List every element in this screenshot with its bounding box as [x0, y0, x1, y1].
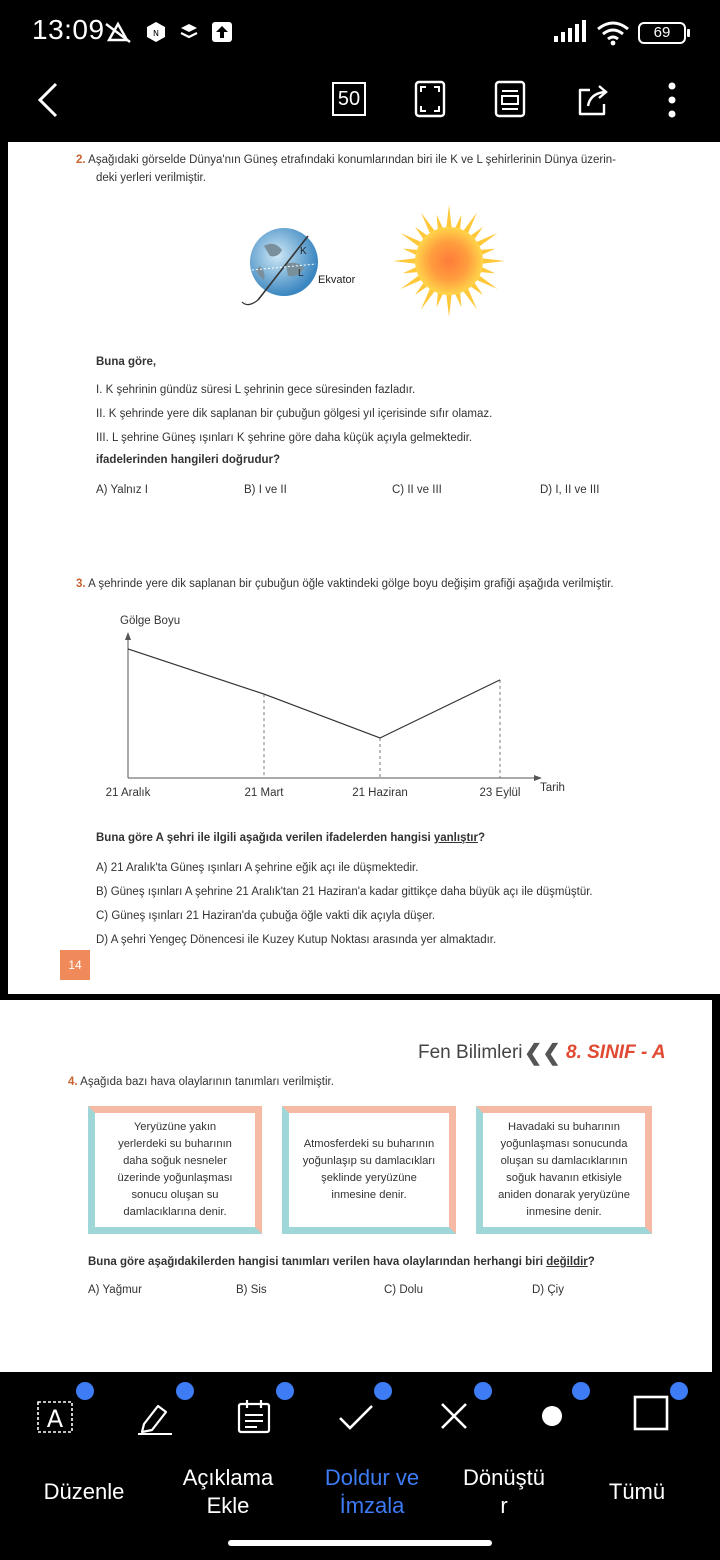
- card-1-line: yerlerdeki su buharının: [118, 1138, 232, 1150]
- question-2-prompt: ifadelerinden hangileri doğrudur?: [96, 454, 281, 466]
- page-number-badge: 14: [60, 950, 90, 980]
- status-time: 13:09: [32, 14, 105, 45]
- card-1-line: Yeryüzüne yakın: [133, 1121, 217, 1133]
- page-number-button[interactable]: 50: [332, 82, 366, 116]
- text-box-icon[interactable]: [36, 1400, 76, 1434]
- question-4-keyword: değildir: [546, 1256, 588, 1268]
- question-3-prompt: [96, 832, 485, 844]
- signature-pen-icon[interactable]: [136, 1400, 174, 1436]
- back-icon[interactable]: [34, 80, 62, 120]
- q2-option-c: C) II ve III: [392, 484, 442, 496]
- mute-notification-icon: [104, 20, 132, 44]
- question-4-prompt: [88, 1256, 595, 1268]
- question-3-number: 3.: [76, 578, 86, 590]
- card-2-line: inmesine denir.: [331, 1189, 407, 1201]
- definition-card-2: [282, 1106, 456, 1234]
- sun-icon: [392, 204, 506, 318]
- card-1-line: daha soğuk nesneler: [123, 1155, 227, 1167]
- q3-option-d: D) A şehri Yengeç Dönencesi ile Kuzey Kutup Noktası arasında yer almaktadır.: [96, 934, 497, 946]
- question-2-lead: Buna göre,: [96, 356, 157, 368]
- tab-convert-label: Dönüştü: [463, 1465, 545, 1490]
- question-2-number: 2.: [76, 154, 86, 166]
- question-2-line2: deki yerleri verilmiştir.: [96, 172, 206, 184]
- card-3-line: Havadaki su buharının: [508, 1121, 620, 1133]
- q3-option-a: A) 21 Aralık'ta Güneş ışınları A şehrine eğik açı ile düşmektedir.: [96, 862, 419, 874]
- chart-x-tick-label: 23 Eylül: [479, 787, 521, 799]
- tab-add-comment[interactable]: [162, 1464, 294, 1520]
- question-3-text: [76, 576, 696, 592]
- tab-edit[interactable]: [20, 1478, 148, 1506]
- chart-x-tick-label: 21 Aralık: [105, 787, 151, 799]
- chart-x-tick-label: 21 Mart: [244, 787, 284, 799]
- upload-icon: [210, 20, 234, 44]
- card-2-line: Atmosferdeki su buharının: [303, 1138, 435, 1150]
- pdf-page-14: [8, 142, 720, 994]
- city-k-label: K: [300, 246, 307, 257]
- question-3-prompt-end: ?: [477, 832, 485, 844]
- card-2-line: yoğunlaşıp su damlacıkları: [302, 1155, 436, 1167]
- signal-icon: [552, 20, 590, 44]
- city-l-label: L: [298, 268, 304, 279]
- rectangle-icon[interactable]: [632, 1394, 672, 1434]
- layers-icon: [178, 20, 200, 44]
- cross-mark-icon[interactable]: [438, 1400, 470, 1432]
- tab-all[interactable]: [580, 1478, 694, 1506]
- top-toolbar: [0, 64, 720, 142]
- chart-series-segment: [264, 694, 380, 738]
- tab-convert-label-2: r: [500, 1493, 508, 1518]
- question-3-prompt-text: Buna göre A şehri ile ilgili aşağıda verilen ifadelerden hangisi: [96, 832, 434, 844]
- q3-option-c: C) Güneş ışınları 21 Haziran'da çubuğa öğle vakti dik açıyla düşer.: [96, 910, 436, 922]
- pro-badge-icon: [176, 1382, 194, 1400]
- pro-badge-icon: [276, 1382, 294, 1400]
- bottom-toolbar: [0, 1372, 720, 1560]
- wifi-icon: [596, 20, 630, 46]
- statement-1: I. K şehrinin gündüz süresi L şehrinin gece süresinden fazladır.: [96, 384, 416, 396]
- statement-2: II. K şehrinde yere dik saplanan bir çubuğun gölgesi yıl içerisinde sıfır olamaz.: [96, 408, 493, 420]
- tab-fill-and-sign-label: Doldur ve: [324, 1465, 420, 1490]
- pdf-page-15: [0, 1000, 712, 1372]
- subject-title: Fen Bilimleri: [418, 1042, 523, 1063]
- question-4-prompt-text: Buna göre aşağıdakilerden hangisi tanımları verilen hava olaylarından herhangi biri: [88, 1256, 547, 1268]
- status-bar: [0, 0, 720, 64]
- form-icon[interactable]: [236, 1398, 272, 1436]
- question-2-line1: Aşağıdaki görselde Dünya'nın Güneş etrafındaki konumlarından biri ile K ve L şehirlerinin Dünya üzerin-: [88, 154, 617, 166]
- definition-card-1: [88, 1106, 262, 1234]
- card-3-line: oluşan su damlacıklarının: [500, 1155, 628, 1167]
- card-1-line: üzerinde yoğunlaşması: [117, 1172, 233, 1184]
- question-3-body: A şehrinde yere dik saplanan bir çubuğun öğle vaktindeki gölge boyu değişim grafiği aşağıda verilmiştir.: [88, 578, 614, 590]
- shadow-length-chart: [100, 608, 600, 818]
- question-4-text: [68, 1074, 334, 1090]
- card-2-line: şeklinde yeryüzüne: [321, 1172, 417, 1184]
- card-3-line: aniden donarak yeryüzüne: [498, 1189, 630, 1201]
- more-options-icon[interactable]: [664, 80, 680, 120]
- q2-option-b: B) I ve II: [244, 484, 287, 496]
- chart-y-axis-label: Gölge Boyu: [120, 615, 181, 627]
- pro-badge-icon: [572, 1382, 590, 1400]
- svg-text:A: A: [46, 1405, 64, 1433]
- card-1-line: damlacıklarına denir.: [123, 1206, 227, 1218]
- q4-option-a: A) Yağmur: [88, 1284, 142, 1296]
- battery-indicator: 69: [638, 22, 686, 44]
- earth-illustration: [234, 206, 394, 312]
- equator-label: Ekvator: [318, 274, 356, 286]
- question-2-text: [76, 152, 676, 168]
- chart-series-segment: [380, 680, 500, 738]
- tab-all-label: Tümü: [608, 1479, 666, 1504]
- question-4-prompt-end: ?: [587, 1256, 595, 1268]
- sun-ray: [446, 205, 452, 229]
- tab-convert[interactable]: [440, 1464, 568, 1520]
- tab-add-comment-label-2: Ekle: [206, 1493, 250, 1518]
- header-chevrons: ❮❮: [524, 1040, 561, 1065]
- sun-ray: [481, 258, 505, 264]
- q2-option-d: D) I, II ve III: [540, 484, 600, 496]
- q4-option-d: D) Çiy: [532, 1284, 564, 1296]
- dot-icon[interactable]: [538, 1402, 566, 1430]
- statement-3: III. L şehrine Güneş ışınları K şehrine göre daha küçük açıyla gelmektedir.: [96, 432, 473, 444]
- fullscreen-icon[interactable]: [414, 80, 446, 118]
- sun-ray: [446, 293, 452, 317]
- q3-option-b: B) Güneş ışınları A şehrine 21 Aralık'tan 21 Haziran'a kadar gittikçe daha büyük açı ile düşmüştür.: [96, 886, 593, 898]
- chart-x-axis-label: Tarih: [540, 782, 565, 794]
- question-3-keyword: yanlıştır: [433, 832, 478, 844]
- card-3-line: yoğunlaşması sonucunda: [500, 1138, 628, 1150]
- sun-ray: [393, 258, 417, 264]
- question-4-number: 4.: [68, 1076, 78, 1088]
- card-1-line: sonucu oluşan su: [131, 1189, 219, 1201]
- q2-option-a: A) Yalnız I: [96, 484, 148, 496]
- svg-text:N: N: [153, 29, 159, 38]
- tab-add-comment-label: Açıklama: [182, 1465, 274, 1490]
- card-3-line: soğuk havanın etkisiyle: [506, 1172, 622, 1184]
- home-indicator[interactable]: [228, 1540, 492, 1546]
- definition-card-3: [476, 1106, 652, 1234]
- pro-badge-icon: [76, 1382, 94, 1400]
- q4-option-b: B) Sis: [236, 1284, 267, 1296]
- q4-option-c: C) Dolu: [384, 1284, 423, 1296]
- card-3-line: inmesine denir.: [526, 1206, 602, 1218]
- pro-badge-icon: [670, 1382, 688, 1400]
- chart-x-tick-label: 21 Haziran: [352, 787, 408, 799]
- document-view-icon[interactable]: [494, 80, 526, 118]
- nfc-icon: [145, 20, 167, 44]
- question-4-body: Aşağıda bazı hava olaylarının tanımları verilmiştir.: [80, 1076, 334, 1088]
- grade-label: 8. SINIF - A: [566, 1042, 666, 1063]
- tab-edit-label: Düzenle: [43, 1479, 125, 1504]
- checkmark-icon[interactable]: [336, 1402, 376, 1434]
- pro-badge-icon: [374, 1382, 392, 1400]
- chart-series-segment: [128, 649, 264, 694]
- tab-fill-and-sign[interactable]: [306, 1464, 438, 1520]
- share-icon[interactable]: [574, 80, 610, 118]
- tab-fill-and-sign-label-2: İmzala: [339, 1493, 405, 1518]
- pro-badge-icon: [474, 1382, 492, 1400]
